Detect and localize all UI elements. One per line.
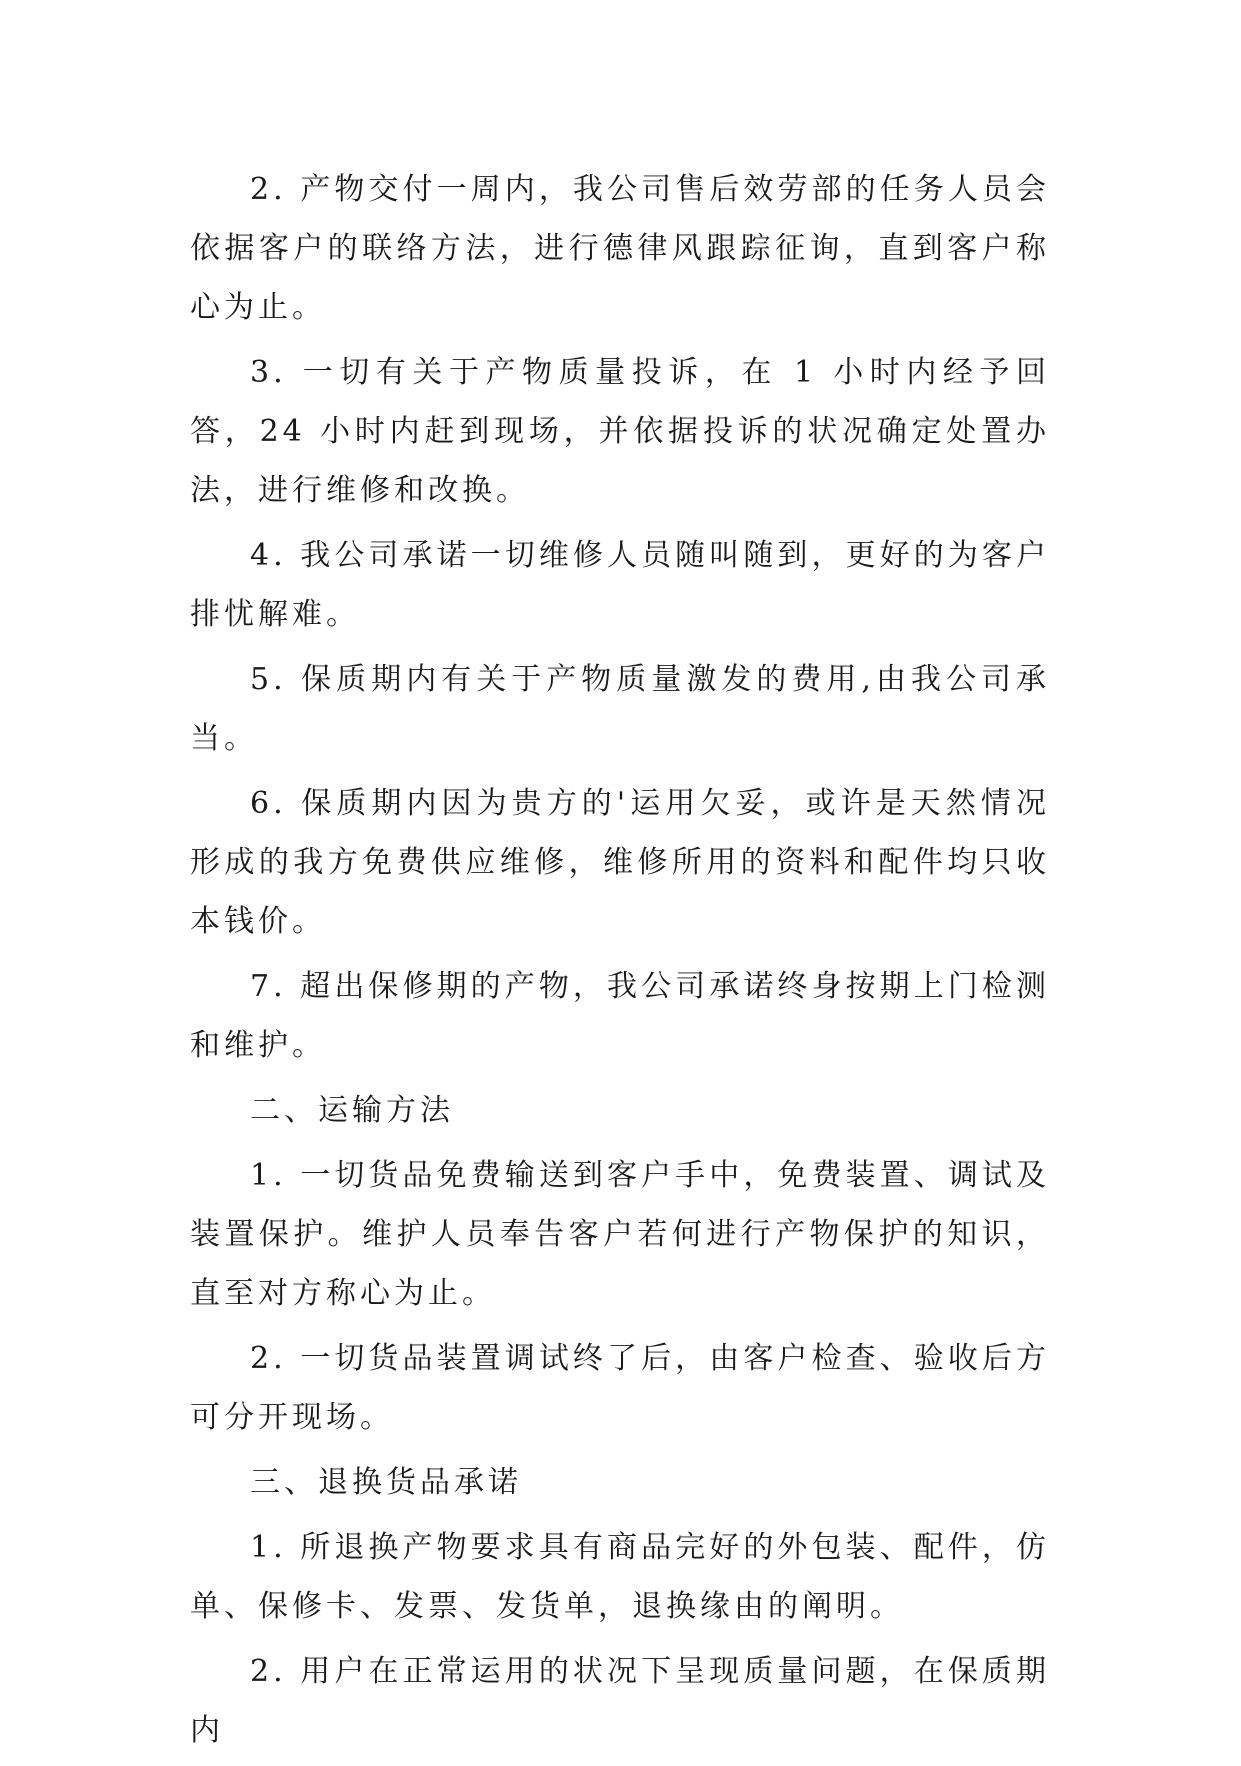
paragraph-item-6: 6. 保质期内因为贵方的'运用欠妥，或许是天然情况形成的我方免费供应维修，维修所用的资料和配件均只收本钱价。 <box>190 786 1050 939</box>
document-page <box>190 160 1050 1766</box>
paragraph-item-4: 4. 我公司承诺一切维修人员随叫随到，更好的为客户排忧解难。 <box>190 538 1050 632</box>
paragraph-item-2: 2. 产物交付一周内，我公司售后效劳部的任务人员会依据客户的联络方法，进行德律风跟踪征询，直到客户称心为止。 <box>190 172 1050 325</box>
section-heading-returns: 三、退换货品承诺 <box>250 1465 522 1500</box>
transport-item-1: 1. 一切货品免费输送到客户手中，免费装置、调试及装置保护。维护人员奉告客户若何进行产物保护的知识，直至对方称心为止。 <box>190 1158 1050 1311</box>
returns-item-2: 2. 用户在正常运用的状况下呈现质量问题，在保质期内 <box>190 1654 1050 1748</box>
paragraph-item-3: 3. 一切有关于产物质量投诉，在 1 小时内经予回答，24 小时内赶到现场，并依据投诉的状况确定处置办法，进行维修和改换。 <box>190 355 1050 508</box>
paragraph-item-5: 5. 保质期内有关于产物质量激发的费用,由我公司承当。 <box>190 662 1050 756</box>
returns-item-1: 1. 所退换产物要求具有商品完好的外包装、配件，仿单、保修卡、发票、发货单，退换缘由的阐明。 <box>190 1530 1050 1624</box>
transport-item-2: 2. 一切货品装置调试终了后，由客户检查、验收后方可分开现场。 <box>190 1341 1050 1435</box>
section-heading-transport: 二、运输方法 <box>250 1093 454 1128</box>
paragraph-item-7: 7. 超出保修期的产物，我公司承诺终身按期上门检测和维护。 <box>190 969 1050 1063</box>
